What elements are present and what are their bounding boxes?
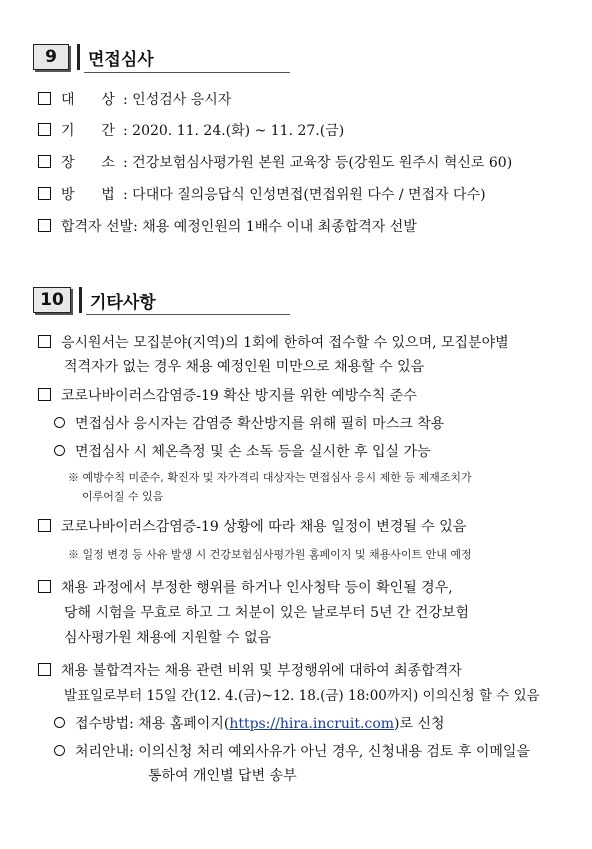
note-schedule: ※ 일정 변경 등 사유 발생 시 건강보험심사평가원 홈페이지 및 채용사이트 안내 예정 [68, 548, 472, 561]
section-10-underline [86, 314, 290, 315]
sub-item-text: 면접심사 응시자는 감염증 확산방지를 위해 필히 마스크 착용 [75, 416, 445, 432]
list-item-application [38, 331, 509, 355]
circle-bullet-icon [54, 445, 65, 456]
checkbox-square-icon [38, 187, 51, 200]
item-text: 응시원서는 모집분야(지역)의 1회에 한하여 접수할 수 있으며, 모집분야별 [61, 335, 509, 351]
section-10-title: 기타사항 [90, 292, 156, 313]
item-label: 방 법 [61, 187, 115, 203]
section-divider-bar [79, 287, 82, 313]
sub-item-continuation: 통하여 개인별 답변 송부 [148, 768, 297, 784]
item-text: 코로나바이러스감염증-19 상황에 따라 채용 일정이 변경될 수 있음 [61, 519, 467, 535]
item-text: : 인성검사 응시자 [123, 92, 232, 108]
section-10-header [33, 287, 156, 313]
recruit-site-link[interactable]: https://hira.incruit.com [229, 716, 395, 732]
sub-item-suffix: )로 신청 [394, 716, 445, 732]
checkbox-square-icon [38, 123, 51, 136]
checkbox-square-icon [38, 388, 51, 401]
checkbox-square-icon [38, 580, 51, 593]
item-text: : 2020. 11. 24.(화) ~ 11. 27.(금) [123, 123, 345, 139]
item-text: 채용 과정에서 부정한 행위를 하거나 인사청탁 등이 확인될 경우, [61, 580, 453, 596]
sub-item-text: 처리안내: 이의신청 처리 예외사유가 아닌 경우, 신청내용 검토 후 이메일을 [75, 744, 530, 760]
list-item-objection [38, 659, 462, 683]
sub-item-submission [54, 712, 445, 736]
circle-bullet-icon [54, 717, 65, 728]
item-label: 대 상 [61, 92, 115, 108]
section-9-title: 면접심사 [88, 49, 154, 70]
circle-bullet-icon [54, 745, 65, 756]
section-9-underline [84, 72, 290, 73]
checkbox-square-icon [38, 519, 51, 532]
note-prevention-continuation: 이루어질 수 있음 [82, 490, 164, 503]
section-10-number: 10 [33, 287, 71, 313]
sub-item-temperature [54, 440, 431, 464]
item-text: 코로나바이러스감염증-19 확산 방지를 위한 예방수칙 준수 [61, 388, 417, 404]
item-text: 채용 불합격자는 채용 관련 비위 및 부정행위에 대하여 최종합격자 [61, 663, 462, 679]
list-item-period [38, 119, 344, 143]
sub-item-mask [54, 412, 444, 436]
list-item-target [38, 88, 231, 112]
sub-item-prefix: 접수방법: 채용 홈페이지( [75, 716, 230, 732]
list-item-misconduct [38, 576, 453, 600]
item-continuation: 당해 시험을 무효로 하고 그 처분이 있은 날로부터 5년 간 건강보험 [64, 605, 470, 621]
list-item-method [38, 183, 486, 207]
item-text: : 채용 예정인원의 1배수 이내 최종합격자 선발 [133, 219, 417, 235]
list-item-schedule-change [38, 515, 466, 539]
checkbox-square-icon [38, 92, 51, 105]
list-item-selection [38, 215, 417, 239]
section-9-header [33, 44, 154, 70]
item-label: 합격자 선발 [61, 219, 134, 235]
note-prevention: ※ 예방수칙 미준수, 확진자 및 자가격리 대상자는 면접심사 응시 제한 등 제재조치가 [68, 471, 472, 484]
circle-bullet-icon [54, 417, 65, 428]
list-item-covid-prevention [38, 384, 417, 408]
list-item-place [38, 151, 512, 175]
section-divider-bar [77, 44, 80, 70]
checkbox-square-icon [38, 663, 51, 676]
checkbox-square-icon [38, 155, 51, 168]
sub-item-processing [54, 740, 530, 764]
item-text: : 다대다 질의응답식 인성면접(면접위원 다수 / 면접자 다수) [123, 187, 486, 203]
item-continuation: 적격자가 없는 경우 채용 예정인원 미만으로 채용할 수 있음 [64, 359, 425, 375]
checkbox-square-icon [38, 219, 51, 232]
sub-item-text: 면접심사 시 체온측정 및 손 소독 등을 실시한 후 입실 가능 [75, 444, 431, 460]
item-label: 기 간 [61, 123, 115, 139]
section-9-number: 9 [33, 44, 69, 70]
item-continuation: 심사평가원 채용에 지원할 수 없음 [64, 630, 272, 646]
item-label: 장 소 [61, 155, 115, 171]
item-text: : 건강보험심사평가원 본원 교육장 등(강원도 원주시 혁신로 60) [123, 155, 513, 171]
checkbox-square-icon [38, 335, 51, 348]
item-continuation: 발표일로부터 15일 간(12. 4.(금)~12. 18.(금) 18:00까지) 이의신청 할 수 있음 [64, 688, 540, 704]
